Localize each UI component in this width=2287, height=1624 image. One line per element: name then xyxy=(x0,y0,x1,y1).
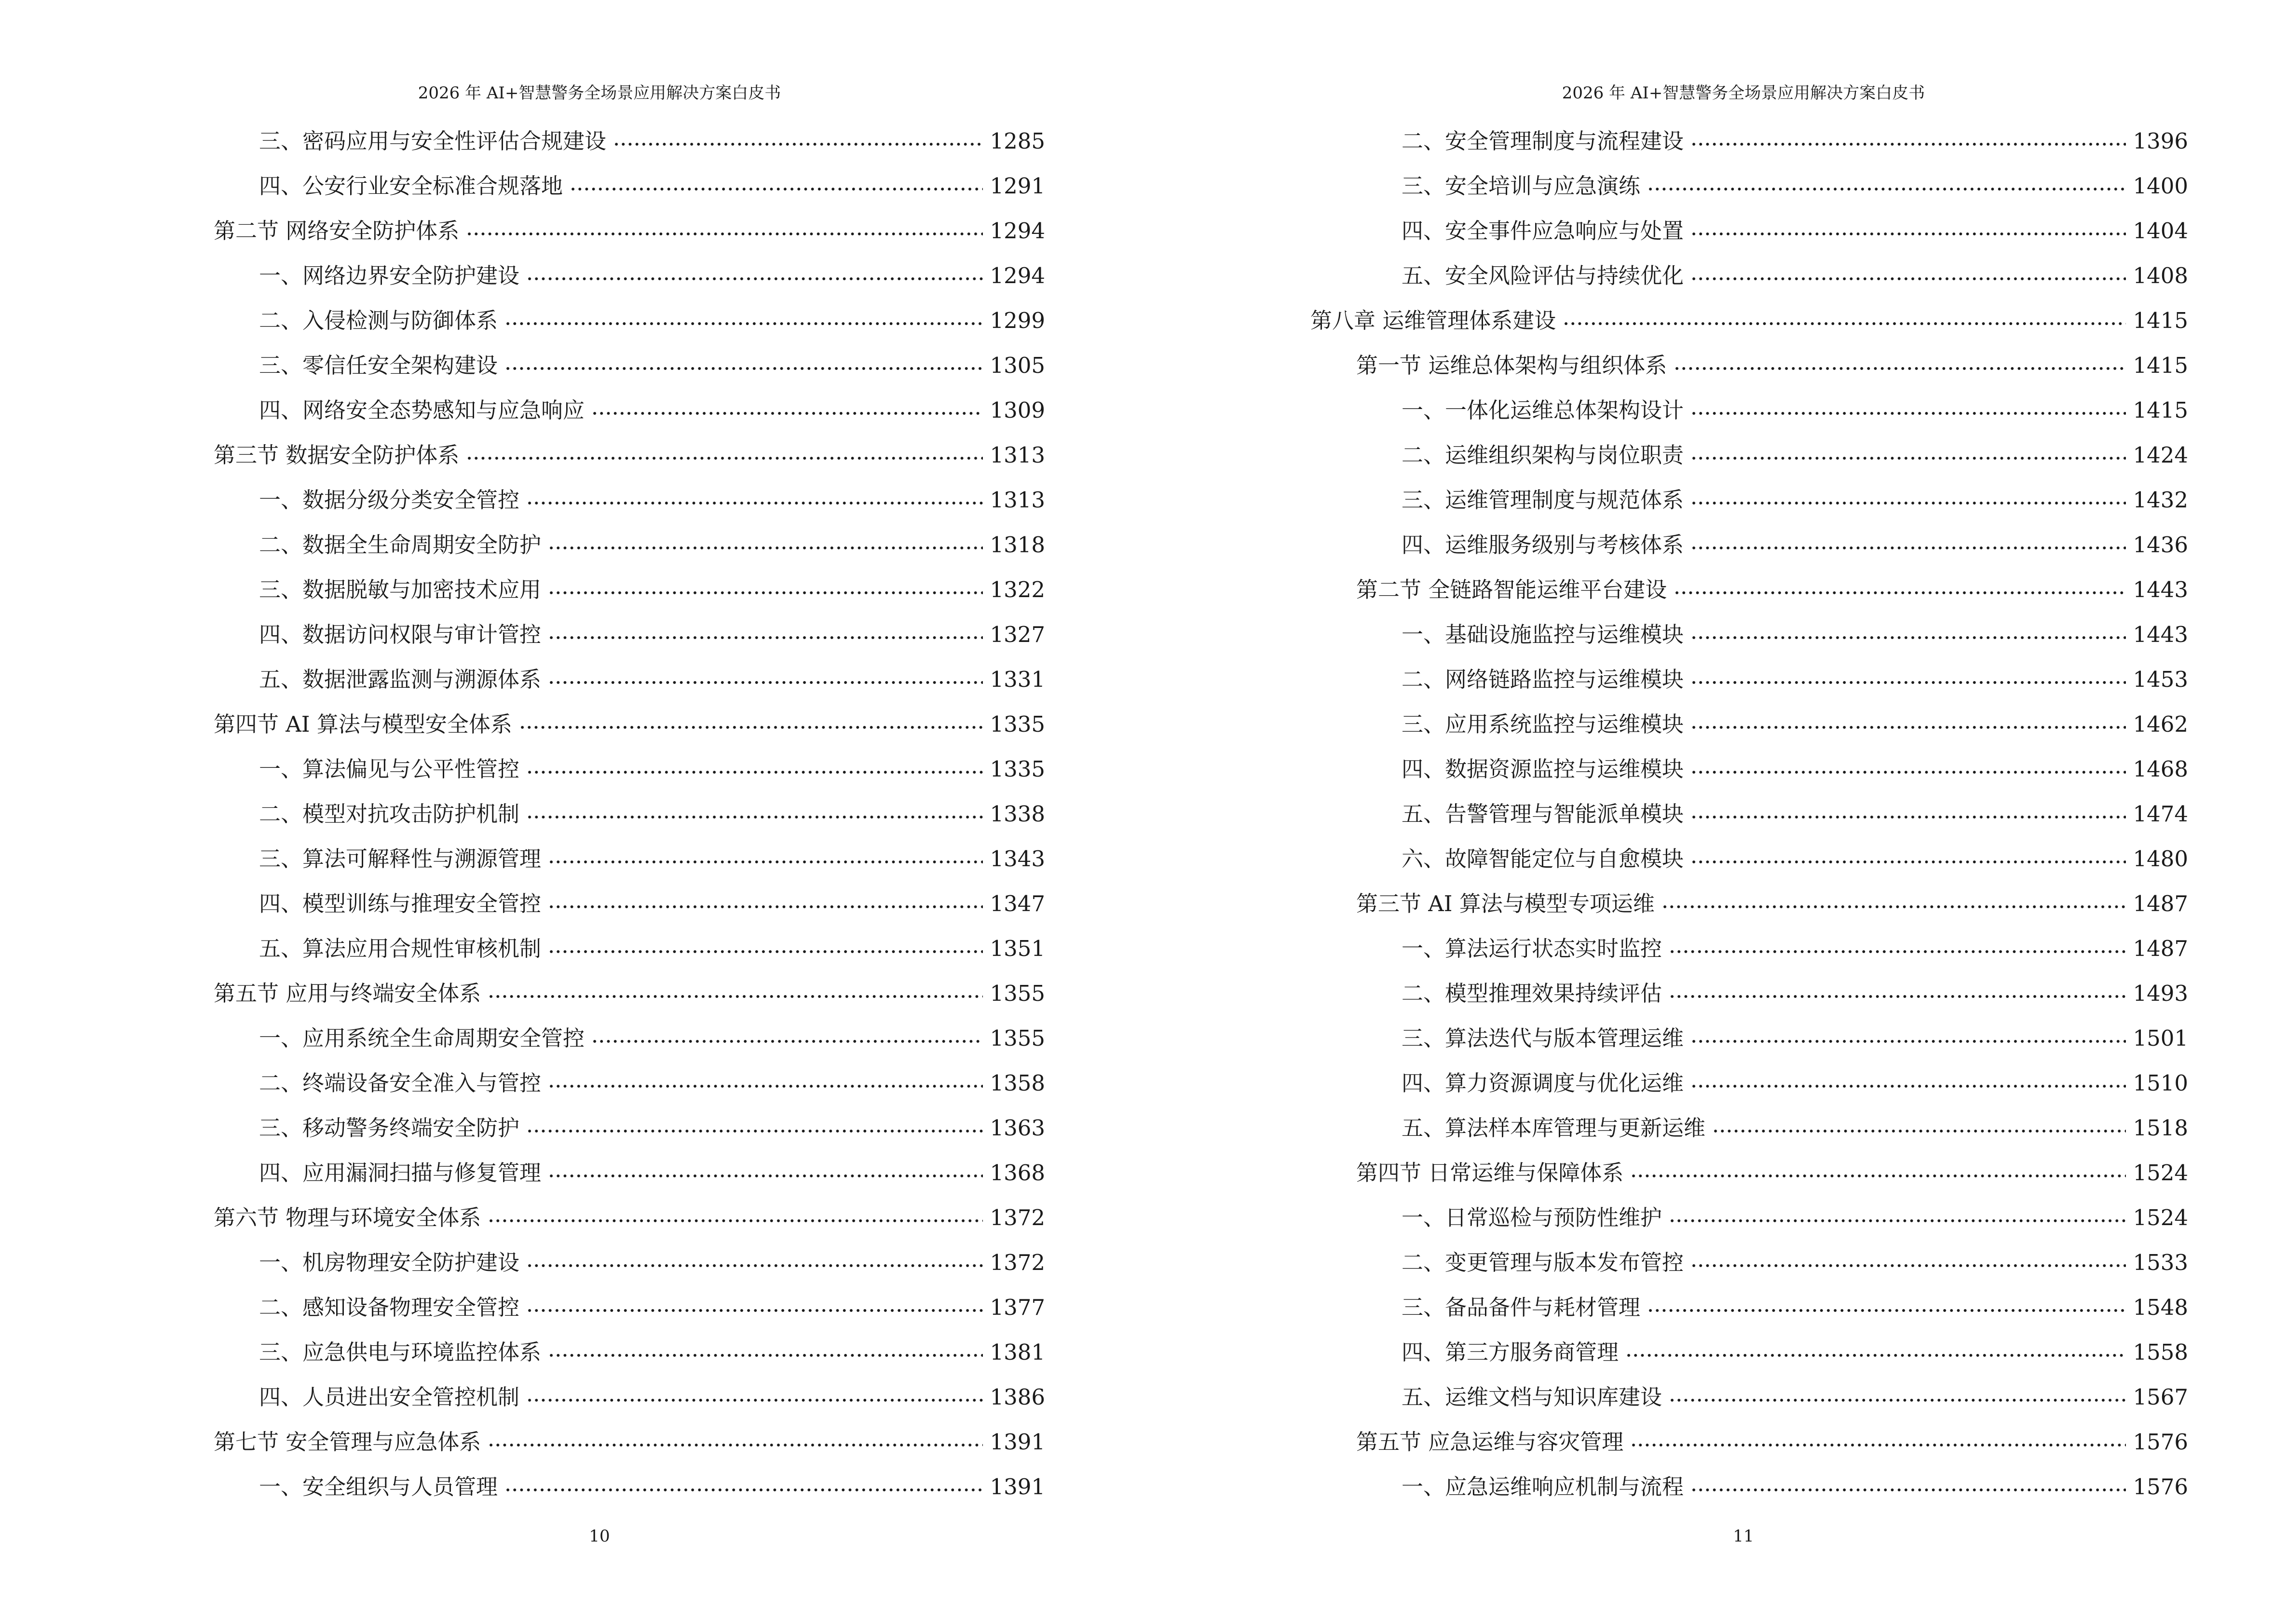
toc-title: 四、人员进出安全管控机制 xyxy=(259,1384,520,1410)
toc-page-number: 1501 xyxy=(2133,1025,2188,1051)
toc-title: 第三节 AI 算法与模型专项运维 xyxy=(1356,891,1655,916)
toc-item[interactable] xyxy=(259,613,1045,647)
dot-leader xyxy=(1690,120,2126,149)
toc-page-number: 1548 xyxy=(2133,1295,2188,1320)
toc-page-number: 1487 xyxy=(2133,891,2188,916)
toc-title: 第四节 日常运维与保障体系 xyxy=(1356,1160,1624,1186)
toc-item[interactable] xyxy=(1402,613,2188,647)
dot-leader xyxy=(1690,434,2126,463)
toc-title: 四、安全事件应急响应与处置 xyxy=(1402,218,1684,244)
toc-item[interactable] xyxy=(259,1465,1045,1500)
toc-title: 五、数据泄露监测与溯源体系 xyxy=(259,667,542,692)
dot-leader xyxy=(488,972,983,1001)
toc-page-number: 1400 xyxy=(2133,173,2188,199)
dot-leader xyxy=(1690,748,2126,777)
dot-leader xyxy=(1712,1106,2126,1135)
toc-title: 二、模型推理效果持续评估 xyxy=(1402,981,1662,1006)
dot-leader xyxy=(526,1241,983,1270)
dot-leader xyxy=(526,792,983,821)
toc-title: 一、日常巡检与预防性维护 xyxy=(1402,1205,1662,1230)
toc-item[interactable] xyxy=(259,1376,1045,1410)
toc-item[interactable] xyxy=(1402,1196,2188,1230)
toc-title: 二、终端设备安全准入与管控 xyxy=(259,1070,542,1096)
toc-title: 四、第三方服务商管理 xyxy=(1402,1339,1619,1365)
toc-title: 三、移动警务终端安全防护 xyxy=(259,1115,520,1141)
toc-page-number: 1309 xyxy=(990,397,1045,423)
toc-page-number: 1415 xyxy=(2133,397,2188,423)
toc-title: 四、数据资源监控与运维模块 xyxy=(1402,756,1684,782)
toc-title: 三、算法可解释性与溯源管理 xyxy=(259,846,542,872)
toc-title: 二、感知设备物理安全管控 xyxy=(259,1295,520,1320)
toc-item[interactable] xyxy=(1402,658,2188,692)
dot-leader xyxy=(504,1465,983,1494)
toc-page-number: 1358 xyxy=(990,1070,1045,1096)
toc-title: 一、一体化运维总体架构设计 xyxy=(1402,397,1684,423)
toc-section[interactable] xyxy=(214,434,1045,468)
toc-item[interactable] xyxy=(259,568,1045,602)
toc-page-number: 1327 xyxy=(990,622,1045,647)
toc-item[interactable] xyxy=(1402,254,2188,288)
dot-leader xyxy=(488,1420,983,1449)
toc-item[interactable] xyxy=(1402,1286,2188,1320)
toc-page-number: 1432 xyxy=(2133,487,2188,513)
page-header: 2026 年 AI+智慧警务全场景应用解决方案白皮书 xyxy=(418,83,781,103)
toc-page-number: 1343 xyxy=(990,846,1045,872)
toc-item[interactable] xyxy=(259,927,1045,961)
dot-leader xyxy=(548,658,983,687)
toc-title: 五、安全风险评估与持续优化 xyxy=(1402,263,1684,288)
dot-leader xyxy=(1647,164,2126,193)
toc-title: 二、变更管理与版本发布管控 xyxy=(1402,1250,1684,1275)
toc-page-number: 1396 xyxy=(2133,128,2188,154)
toc-item[interactable] xyxy=(1402,1062,2188,1096)
dot-leader xyxy=(1661,882,2126,911)
toc-page-number: 1474 xyxy=(2133,801,2188,827)
toc-item[interactable] xyxy=(259,254,1045,288)
toc-page-number: 1355 xyxy=(990,1025,1045,1051)
dot-leader xyxy=(526,1286,983,1315)
toc-page-number: 1518 xyxy=(2133,1115,2188,1141)
dot-leader xyxy=(1690,1017,2126,1046)
toc-page-number: 1487 xyxy=(2133,936,2188,961)
toc-item[interactable] xyxy=(259,523,1045,558)
toc-page-number: 1524 xyxy=(2133,1160,2188,1186)
dot-leader xyxy=(466,434,983,463)
toc-item[interactable] xyxy=(1402,164,2188,199)
dot-leader xyxy=(1625,1331,2126,1360)
dot-leader xyxy=(548,1151,983,1180)
toc-page-number: 1318 xyxy=(990,532,1045,558)
toc-page-number: 1294 xyxy=(990,263,1045,288)
dot-leader xyxy=(548,927,983,956)
toc-title: 五、算法应用合规性审核机制 xyxy=(259,936,542,961)
toc-title: 五、运维文档与知识库建设 xyxy=(1402,1384,1662,1410)
toc-page-number: 1338 xyxy=(990,801,1045,827)
toc-page-number: 1291 xyxy=(990,173,1045,199)
toc-section[interactable] xyxy=(1356,1420,2188,1455)
dot-leader xyxy=(548,568,983,597)
toc-title: 第八章 运维管理体系建设 xyxy=(1310,308,1556,333)
toc-title: 第二节 网络安全防护体系 xyxy=(214,218,460,244)
dot-leader xyxy=(613,120,983,149)
dot-leader xyxy=(1690,1241,2126,1270)
toc-page-number: 1415 xyxy=(2133,353,2188,378)
dot-leader xyxy=(1690,703,2126,732)
toc-page-number: 1322 xyxy=(990,577,1045,602)
toc-item[interactable] xyxy=(1402,837,2188,872)
toc-item[interactable] xyxy=(259,837,1045,872)
toc-section[interactable] xyxy=(214,972,1045,1006)
toc-title: 一、算法运行状态实时监控 xyxy=(1402,936,1662,961)
toc-page-number: 1377 xyxy=(990,1295,1045,1320)
toc-page-number: 1453 xyxy=(2133,667,2188,692)
toc-item[interactable] xyxy=(1402,927,2188,961)
dot-leader xyxy=(1674,344,2126,373)
dot-leader xyxy=(1563,299,2126,328)
toc-page-number: 1313 xyxy=(990,487,1045,513)
dot-leader xyxy=(1690,837,2126,866)
toc-title: 一、安全组织与人员管理 xyxy=(259,1474,498,1500)
toc-title: 四、应用漏洞扫描与修复管理 xyxy=(259,1160,542,1186)
toc-item[interactable] xyxy=(1402,792,2188,827)
toc-item[interactable] xyxy=(259,389,1045,423)
dot-leader xyxy=(1669,972,2126,1001)
dot-leader xyxy=(1690,1062,2126,1091)
toc-title: 三、密码应用与安全性评估合规建设 xyxy=(259,128,607,154)
toc-title: 第三节 数据安全防护体系 xyxy=(214,442,460,468)
toc-page-number: 1391 xyxy=(990,1474,1045,1500)
toc-item[interactable] xyxy=(259,792,1045,827)
dot-leader xyxy=(591,1017,983,1046)
dot-leader xyxy=(548,1062,983,1091)
toc-page-number: 1576 xyxy=(2133,1429,2188,1455)
toc-item[interactable] xyxy=(1402,748,2188,782)
toc-title: 第四节 AI 算法与模型安全体系 xyxy=(214,711,512,737)
dot-leader xyxy=(526,254,983,283)
toc-section[interactable] xyxy=(1356,568,2188,602)
dot-leader xyxy=(1690,478,2126,507)
dot-leader xyxy=(504,299,983,328)
toc-item[interactable] xyxy=(1402,209,2188,244)
dot-leader xyxy=(526,1376,983,1405)
toc-item[interactable] xyxy=(1402,434,2188,468)
toc-section[interactable] xyxy=(1356,344,2188,378)
toc-page-number: 1408 xyxy=(2133,263,2188,288)
toc-title: 第五节 应急运维与容灾管理 xyxy=(1356,1429,1624,1455)
toc-page-number: 1493 xyxy=(2133,981,2188,1006)
page-header: 2026 年 AI+智慧警务全场景应用解决方案白皮书 xyxy=(1562,83,1925,103)
toc-page-number: 1372 xyxy=(990,1205,1045,1230)
toc-item[interactable] xyxy=(1402,120,2188,154)
dot-leader xyxy=(548,1331,983,1360)
toc-page-number: 1305 xyxy=(990,353,1045,378)
toc-item[interactable] xyxy=(1402,972,2188,1006)
toc-title: 三、安全培训与应急演练 xyxy=(1402,173,1641,199)
dot-leader xyxy=(548,613,983,642)
toc-page-number: 1510 xyxy=(2133,1070,2188,1096)
toc-page-number: 1335 xyxy=(990,756,1045,782)
toc-page-number: 1468 xyxy=(2133,756,2188,782)
toc-page-number: 1524 xyxy=(2133,1205,2188,1230)
toc-title: 五、告警管理与智能派单模块 xyxy=(1402,801,1684,827)
toc-item[interactable] xyxy=(259,1062,1045,1096)
dot-leader xyxy=(519,703,983,732)
dot-leader xyxy=(526,748,983,777)
toc-title: 四、数据访问权限与审计管控 xyxy=(259,622,542,647)
toc-page-number: 1335 xyxy=(990,711,1045,737)
dot-leader xyxy=(1690,254,2126,283)
toc-title: 四、模型训练与推理安全管控 xyxy=(259,891,542,916)
toc-page-number: 1351 xyxy=(990,936,1045,961)
dot-leader xyxy=(466,209,983,238)
toc-item[interactable] xyxy=(1402,523,2188,558)
toc-title: 三、数据脱敏与加密技术应用 xyxy=(259,577,542,602)
toc-title: 三、算法迭代与版本管理运维 xyxy=(1402,1025,1684,1051)
toc-item[interactable] xyxy=(259,120,1045,154)
dot-leader xyxy=(1674,568,2126,597)
toc-page-number: 1355 xyxy=(990,981,1045,1006)
dot-leader xyxy=(1647,1286,2126,1315)
toc-item[interactable] xyxy=(259,1106,1045,1141)
toc-item[interactable] xyxy=(1402,478,2188,513)
toc-page-number: 1391 xyxy=(990,1429,1045,1455)
dot-leader xyxy=(1690,613,2126,642)
toc-item[interactable] xyxy=(1402,1331,2188,1365)
dot-leader xyxy=(1669,1376,2126,1405)
toc-section[interactable] xyxy=(1356,1151,2188,1186)
toc-title: 二、运维组织架构与岗位职责 xyxy=(1402,442,1684,468)
toc-title: 三、零信任安全架构建设 xyxy=(259,353,498,378)
dot-leader xyxy=(1630,1420,2126,1449)
toc-page-number: 1480 xyxy=(2133,846,2188,872)
toc-title: 一、应急运维响应机制与流程 xyxy=(1402,1474,1684,1500)
toc-page-number: 1462 xyxy=(2133,711,2188,737)
toc-item[interactable] xyxy=(259,1286,1045,1320)
toc-page-number: 1567 xyxy=(2133,1384,2188,1410)
toc-item[interactable] xyxy=(259,1331,1045,1365)
toc-section[interactable] xyxy=(214,1196,1045,1230)
dot-leader xyxy=(1690,523,2126,552)
toc-title: 二、安全管理制度与流程建设 xyxy=(1402,128,1684,154)
toc-page-number: 1404 xyxy=(2133,218,2188,244)
toc-page-number: 1381 xyxy=(990,1339,1045,1365)
toc-item[interactable] xyxy=(259,1017,1045,1051)
toc-title: 二、数据全生命周期安全防护 xyxy=(259,532,542,558)
toc-title: 一、网络边界安全防护建设 xyxy=(259,263,520,288)
toc-item[interactable] xyxy=(259,1151,1045,1186)
toc-section[interactable] xyxy=(214,209,1045,244)
toc-item[interactable] xyxy=(1402,703,2188,737)
toc-title: 二、模型对抗攻击防护机制 xyxy=(259,801,520,827)
toc-item[interactable] xyxy=(259,299,1045,333)
toc-item[interactable] xyxy=(259,658,1045,692)
dot-leader xyxy=(1690,792,2126,821)
toc-title: 第一节 运维总体架构与组织体系 xyxy=(1356,353,1667,378)
toc-title: 一、基础设施监控与运维模块 xyxy=(1402,622,1684,647)
toc-page-number: 1424 xyxy=(2133,442,2188,468)
dot-leader xyxy=(488,1196,983,1225)
toc-item[interactable] xyxy=(1402,1017,2188,1051)
toc-title: 六、故障智能定位与自愈模块 xyxy=(1402,846,1684,872)
toc-section[interactable] xyxy=(1356,882,2188,916)
dot-leader xyxy=(504,344,983,373)
toc-page-number: 1331 xyxy=(990,667,1045,692)
toc-section[interactable] xyxy=(214,703,1045,737)
toc-title: 三、应急供电与环境监控体系 xyxy=(259,1339,542,1365)
toc-chapter[interactable] xyxy=(1310,299,2188,333)
dot-leader xyxy=(1630,1151,2126,1180)
toc-title: 一、数据分级分类安全管控 xyxy=(259,487,520,513)
toc-title: 二、网络链路监控与运维模块 xyxy=(1402,667,1684,692)
toc-title: 二、入侵检测与防御体系 xyxy=(259,308,498,333)
toc-page-number: 1363 xyxy=(990,1115,1045,1141)
toc-page-number: 1285 xyxy=(990,128,1045,154)
toc-item[interactable] xyxy=(259,882,1045,916)
dot-leader xyxy=(1690,658,2126,687)
toc-title: 四、网络安全态势感知与应急响应 xyxy=(259,397,585,423)
page-number: 10 xyxy=(589,1527,610,1546)
dot-leader xyxy=(1669,1196,2126,1225)
dot-leader xyxy=(548,523,983,552)
toc-title: 三、应用系统监控与运维模块 xyxy=(1402,711,1684,737)
toc-title: 四、算力资源调度与优化运维 xyxy=(1402,1070,1684,1096)
toc-page-number: 1299 xyxy=(990,308,1045,333)
toc-page-number: 1294 xyxy=(990,218,1045,244)
toc-page-number: 1576 xyxy=(2133,1474,2188,1500)
toc-item[interactable] xyxy=(259,748,1045,782)
toc-item[interactable] xyxy=(1402,389,2188,423)
toc-page-number: 1372 xyxy=(990,1250,1045,1275)
toc-page-number: 1558 xyxy=(2133,1339,2188,1365)
page-number: 11 xyxy=(1733,1527,1754,1546)
toc-item[interactable] xyxy=(1402,1241,2188,1275)
dot-leader xyxy=(548,837,983,866)
toc-page-number: 1347 xyxy=(990,891,1045,916)
dot-leader xyxy=(1690,1465,2126,1494)
toc-title: 第七节 安全管理与应急体系 xyxy=(214,1429,481,1455)
toc-title: 第六节 物理与环境安全体系 xyxy=(214,1205,481,1230)
toc-title: 一、应用系统全生命周期安全管控 xyxy=(259,1025,585,1051)
toc-item[interactable] xyxy=(259,344,1045,378)
toc-section[interactable] xyxy=(214,1420,1045,1455)
toc-item[interactable] xyxy=(1402,1106,2188,1141)
toc-page-number: 1313 xyxy=(990,442,1045,468)
dot-leader xyxy=(1690,389,2126,418)
toc-page-number: 1415 xyxy=(2133,308,2188,333)
dot-leader xyxy=(1690,209,2126,238)
toc-title: 三、运维管理制度与规范体系 xyxy=(1402,487,1684,513)
toc-page-number: 1443 xyxy=(2133,622,2188,647)
toc-title: 三、备品备件与耗材管理 xyxy=(1402,1295,1641,1320)
toc-title: 第五节 应用与终端安全体系 xyxy=(214,981,481,1006)
toc-item[interactable] xyxy=(259,478,1045,513)
toc-item[interactable] xyxy=(1402,1465,2188,1500)
toc-page-number: 1533 xyxy=(2133,1250,2188,1275)
toc-title: 第二节 全链路智能运维平台建设 xyxy=(1356,577,1667,602)
dot-leader xyxy=(548,882,983,911)
dot-leader xyxy=(526,1106,983,1135)
toc-title: 五、算法样本库管理与更新运维 xyxy=(1402,1115,1706,1141)
toc-item[interactable] xyxy=(259,164,1045,199)
toc-title: 四、运维服务级别与考核体系 xyxy=(1402,532,1684,558)
dot-leader xyxy=(526,478,983,507)
toc-page-number: 1436 xyxy=(2133,532,2188,558)
dot-leader xyxy=(1669,927,2126,956)
toc-item[interactable] xyxy=(259,1241,1045,1275)
dot-leader xyxy=(591,389,983,418)
dot-leader xyxy=(570,164,983,193)
toc-title: 四、公安行业安全标准合规落地 xyxy=(259,173,563,199)
toc-title: 一、算法偏见与公平性管控 xyxy=(259,756,520,782)
toc-item[interactable] xyxy=(1402,1376,2188,1410)
toc-page-number: 1443 xyxy=(2133,577,2188,602)
toc-title: 一、机房物理安全防护建设 xyxy=(259,1250,520,1275)
toc-page-number: 1368 xyxy=(990,1160,1045,1186)
toc-page-number: 1386 xyxy=(990,1384,1045,1410)
